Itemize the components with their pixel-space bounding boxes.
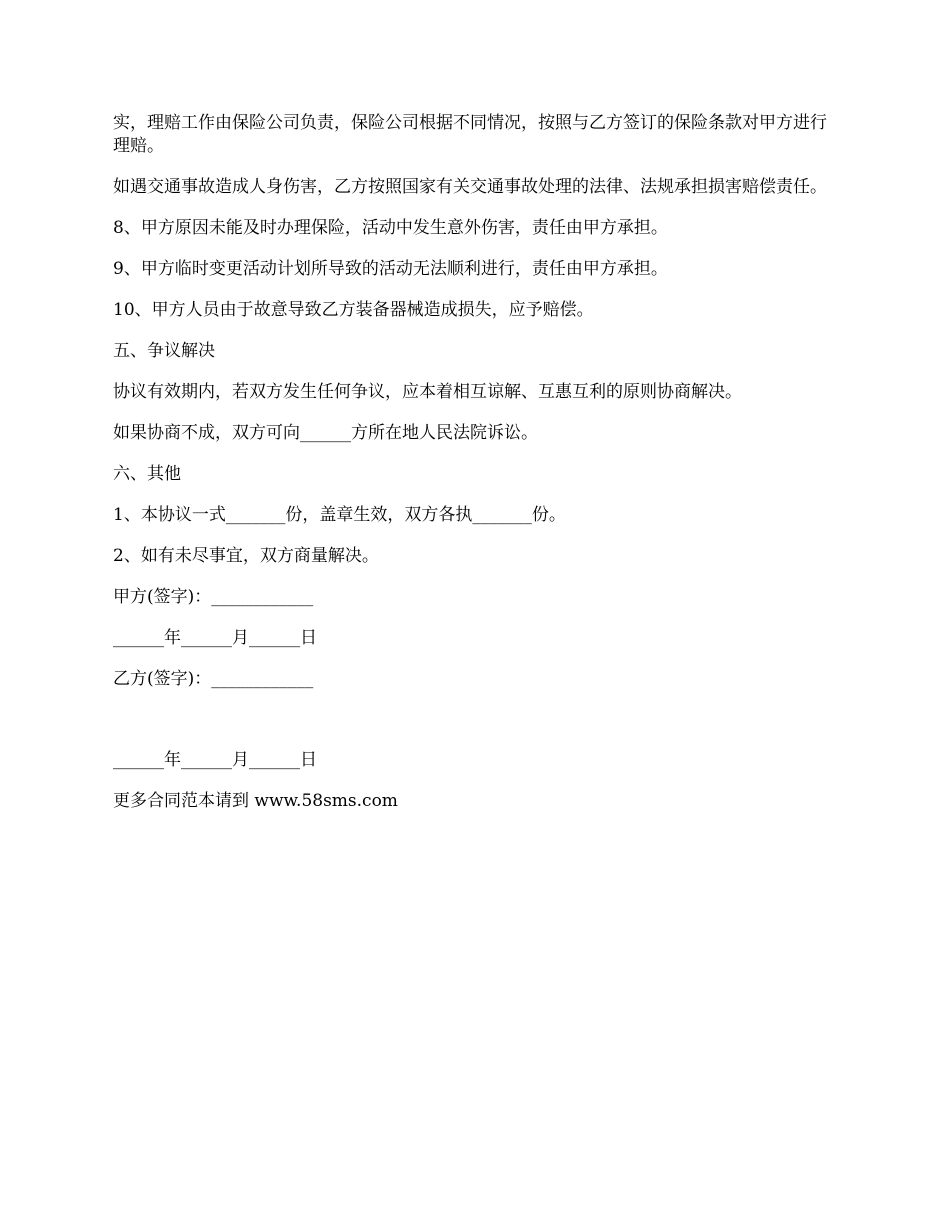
section-heading-dispute: 五、争议解决 <box>113 341 215 361</box>
clause-copies: 1、本协议一式_______份，盖章生效，双方各执_______份。 <box>113 505 566 525</box>
blank-spacer <box>113 709 843 749</box>
clause-9: 9、甲方临时变更活动计划所导致的活动无法顺利进行，责任由甲方承担。 <box>113 259 668 279</box>
paragraph-court-litigation: 如果协商不成，双方可向______方所在地人民法院诉讼。 <box>113 423 538 443</box>
document-body <box>113 112 843 831</box>
party-a-signature-line: 甲方(签字)：____________ <box>113 587 314 607</box>
paragraph-dispute-negotiation: 协议有效期内，若双方发生任何争议，应本着相互谅解、互惠互利的原则协商解决。 <box>113 382 742 402</box>
paragraph-traffic-accident: 如遇交通事故造成人身伤害，乙方按照国家有关交通事故处理的法律、法规承担损害赔偿责任。 <box>113 177 827 197</box>
section-heading-other: 六、其他 <box>113 464 181 484</box>
clause-10: 10、甲方人员由于故意导致乙方装备器械造成损失，应予赔偿。 <box>113 300 594 320</box>
paragraph-insurance-claims: 实，理赔工作由保险公司负责，保险公司根据不同情况，按照与乙方签订的保险条款对甲方进行理赔。 <box>113 113 827 156</box>
clause-8: 8、甲方原因未能及时办理保险，活动中发生意外伤害，责任由甲方承担。 <box>113 218 668 238</box>
party-b-signature-line: 乙方(签字)：____________ <box>113 669 314 689</box>
clause-unresolved-matters: 2、如有未尽事宜，双方商量解决。 <box>113 546 379 566</box>
footer-link-text: 更多合同范本请到 www.58sms.com <box>113 791 398 811</box>
party-b-date-line: ______年______月______日 <box>113 750 317 770</box>
party-a-date-line: ______年______月______日 <box>113 628 317 648</box>
